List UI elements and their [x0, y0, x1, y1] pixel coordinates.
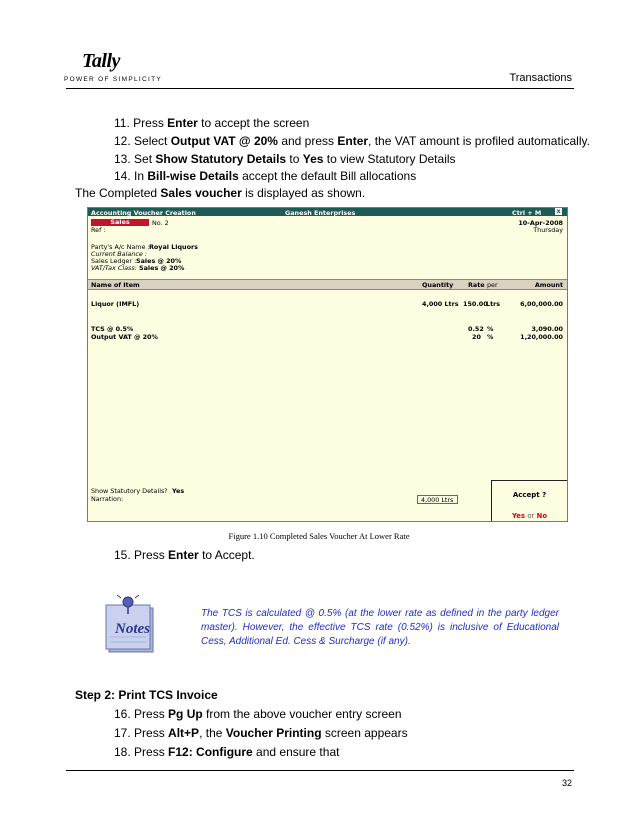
sales-ledger-value[interactable]: Sales @ 20%	[136, 257, 182, 265]
vat-ledger[interactable]: Output VAT @ 20%	[91, 333, 158, 341]
notes-icon	[101, 594, 159, 654]
item-amount[interactable]: 6,00,000.00	[520, 300, 563, 308]
yes-option[interactable]: Yes	[511, 512, 525, 520]
col-item-header: Name of Item	[91, 281, 140, 289]
items-header	[88, 279, 567, 290]
step-item: 16. Press Pg Up from the above voucher entry screen	[114, 707, 402, 721]
step-item: 13. Set Show Statutory Details to Yes to view Statutory Details	[114, 152, 456, 166]
accept-options	[492, 512, 567, 520]
voucher-type-badge: Sales	[91, 219, 149, 226]
statutory-question: ?	[164, 487, 168, 495]
vat-class-label: VAT/Tax Class:	[91, 264, 137, 272]
item-per: Ltrs	[486, 300, 501, 308]
voucher-number: No. 2	[152, 219, 169, 227]
sales-ledger-label: Sales Ledger :	[91, 257, 137, 265]
figure-caption: Figure 1.10 Completed Sales Voucher At Lower Rate	[228, 531, 410, 541]
col-rate-header: Rate	[468, 281, 485, 289]
voucher-day: Thursday	[533, 226, 563, 234]
section-title: Transactions	[509, 72, 572, 84]
logo-wordmark: Tally	[82, 50, 120, 72]
vat-class-value[interactable]: Sales @ 20%	[139, 264, 185, 272]
tcs-per: %	[487, 325, 494, 333]
step-item: 14. In Bill-wise Details accept the default Bill allocations	[114, 169, 417, 183]
step-item: 11. Press Enter to accept the screen	[114, 116, 310, 130]
window-title: Accounting Voucher Creation	[91, 208, 196, 217]
tally-logo	[64, 50, 194, 86]
step-item: 12. Select Output VAT @ 20% and press Enter, the VAT amount is profiled automatically.	[114, 134, 590, 148]
item-rate[interactable]: 150.00	[463, 300, 488, 308]
voucher-screenshot	[87, 207, 568, 522]
or-label: or	[527, 512, 535, 520]
col-qty-header: Quantity	[422, 281, 454, 289]
tcs-rate: 0.52	[468, 325, 484, 333]
logo-tagline: POWER OF SIMPLICITY	[64, 76, 163, 83]
voucher-date[interactable]: 10-Apr-2008	[518, 219, 563, 227]
page-number: 32	[561, 778, 572, 788]
title-bar	[88, 208, 567, 216]
step-item: 15. Press Enter to Accept.	[114, 548, 255, 562]
item-qty[interactable]: 4,000 Ltrs	[422, 300, 459, 308]
ctrl-m-shortcut[interactable]: Ctrl + M	[512, 208, 542, 217]
total-qty: 4,000 Ltrs	[421, 496, 454, 504]
step2-heading: Step 2: Print TCS Invoice	[75, 688, 218, 702]
notes-text: The TCS is calculated @ 0.5% (at the lower rate as defined in the party ledger master). However, the effective TCS rate (0.52%) is inclusive of Educational Cess, Additional Ed. Cess & Surcharge (if any).	[201, 608, 559, 647]
header-rule	[66, 88, 574, 89]
vat-per: %	[487, 333, 494, 341]
accept-dialog	[491, 480, 568, 522]
company-name: Ganesh Enterprises	[285, 208, 356, 217]
col-amount-header: Amount	[534, 281, 563, 289]
completed-voucher-text: The Completed Sales voucher is displayed as shown.	[75, 186, 366, 200]
party-value[interactable]: Royal Liquors	[149, 243, 198, 251]
notes-label: Notes	[115, 621, 150, 637]
col-per-header: per	[487, 281, 498, 289]
close-icon[interactable]: x	[556, 207, 561, 215]
step-item: 18. Press F12: Configure and ensure that	[114, 745, 340, 759]
footer-rule	[66, 770, 574, 771]
no-option[interactable]: No	[536, 512, 547, 520]
tcs-amount[interactable]: 3,090.00	[531, 325, 563, 333]
step-item: 17. Press Alt+P, the Voucher Printing screen appears	[114, 726, 408, 740]
total-qty-box	[417, 495, 458, 504]
vat-rate: 20	[472, 333, 481, 341]
ref-label: Ref :	[91, 226, 106, 234]
narration-label[interactable]: Narration:	[91, 495, 124, 503]
statutory-value[interactable]: Yes	[172, 487, 185, 495]
party-label: Party's A/c Name :	[91, 243, 150, 251]
statutory-label: Show Statutory Details	[91, 487, 165, 495]
item-name[interactable]: Liquor (IMFL)	[91, 300, 140, 308]
accept-prompt: Accept ?	[512, 491, 547, 499]
current-balance-label: Current Balance :	[91, 250, 147, 258]
tcs-ledger[interactable]: TCS @ 0.5%	[91, 325, 134, 333]
vat-amount[interactable]: 1,20,000.00	[520, 333, 563, 341]
